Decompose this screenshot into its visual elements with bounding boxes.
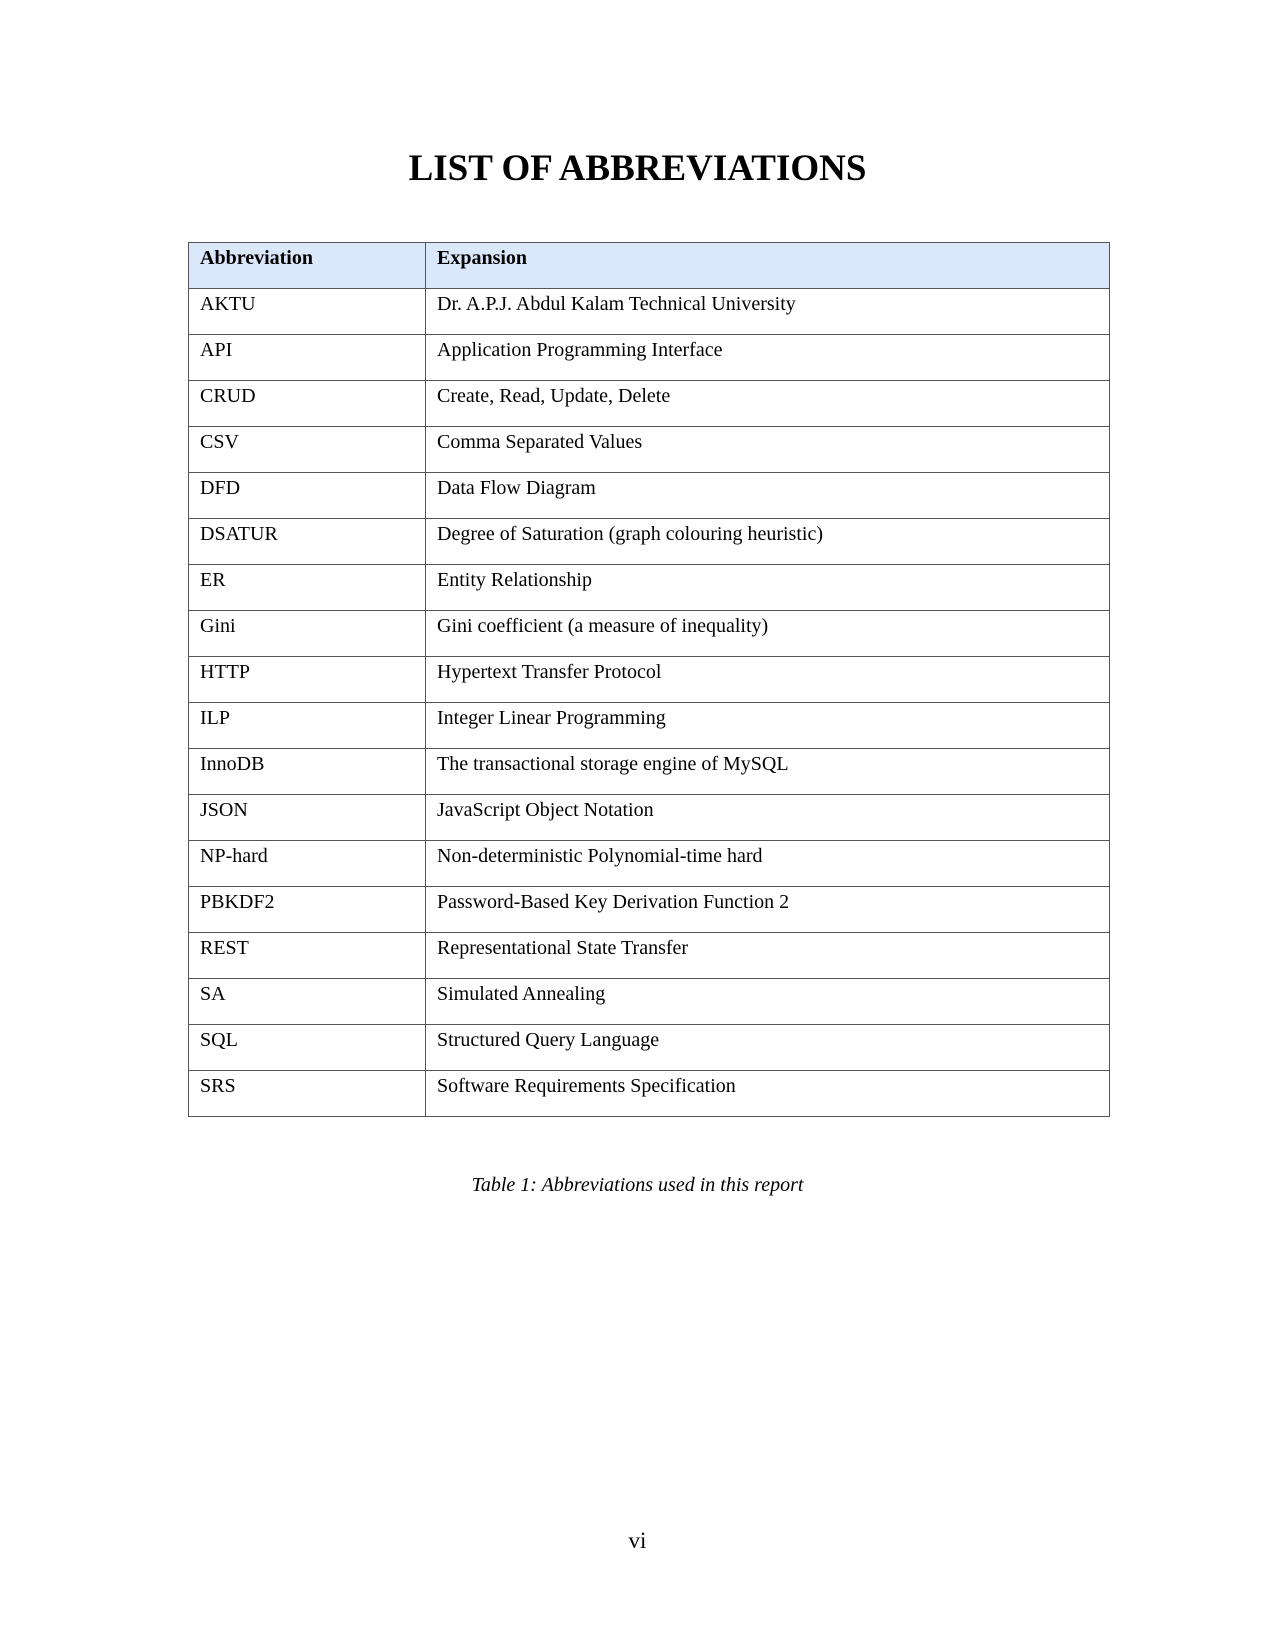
abbreviation-cell: InnoDB (189, 749, 426, 795)
expansion-cell: The transactional storage engine of MySQL (426, 749, 1110, 795)
table-row (189, 289, 1110, 335)
expansion-cell: Comma Separated Values (426, 427, 1110, 473)
abbreviation-cell: CSV (189, 427, 426, 473)
table-row (189, 1071, 1110, 1117)
table-row (189, 749, 1110, 795)
abbreviation-cell: ILP (189, 703, 426, 749)
table-body (189, 289, 1110, 1117)
abbreviation-cell: SRS (189, 1071, 426, 1117)
abbreviations-table (188, 242, 1110, 1117)
abbreviation-cell: NP-hard (189, 841, 426, 887)
expansion-cell: Representational State Transfer (426, 933, 1110, 979)
header-abbreviation: Abbreviation (189, 243, 426, 289)
expansion-cell: Software Requirements Specification (426, 1071, 1110, 1117)
table-row (189, 427, 1110, 473)
abbreviation-cell: Gini (189, 611, 426, 657)
table-row (189, 611, 1110, 657)
abbreviation-cell: REST (189, 933, 426, 979)
table-row (189, 933, 1110, 979)
abbreviation-cell: CRUD (189, 381, 426, 427)
expansion-cell: Password-Based Key Derivation Function 2 (426, 887, 1110, 933)
expansion-cell: Hypertext Transfer Protocol (426, 657, 1110, 703)
table-row (189, 519, 1110, 565)
abbreviation-cell: HTTP (189, 657, 426, 703)
expansion-cell: Create, Read, Update, Delete (426, 381, 1110, 427)
expansion-cell: Gini coefficient (a measure of inequality) (426, 611, 1110, 657)
abbreviation-cell: SQL (189, 1025, 426, 1071)
expansion-cell: Dr. A.P.J. Abdul Kalam Technical University (426, 289, 1110, 335)
table-row (189, 703, 1110, 749)
table-row (189, 795, 1110, 841)
table-row (189, 841, 1110, 887)
abbreviation-cell: ER (189, 565, 426, 611)
abbreviation-cell: SA (189, 979, 426, 1025)
abbreviation-cell: DFD (189, 473, 426, 519)
table-row (189, 979, 1110, 1025)
page-number: vi (628, 1528, 647, 1553)
expansion-cell: Application Programming Interface (426, 335, 1110, 381)
table-row (189, 335, 1110, 381)
abbreviation-cell: AKTU (189, 289, 426, 335)
abbreviation-cell: PBKDF2 (189, 887, 426, 933)
table-row (189, 565, 1110, 611)
table-row (189, 887, 1110, 933)
page-title: LIST OF ABBREVIATIONS (408, 148, 867, 189)
table-row (189, 1025, 1110, 1071)
table-row (189, 473, 1110, 519)
expansion-cell: Non-deterministic Polynomial-time hard (426, 841, 1110, 887)
expansion-cell: JavaScript Object Notation (426, 795, 1110, 841)
table-header-row (189, 243, 1110, 289)
expansion-cell: Degree of Saturation (graph colouring heuristic) (426, 519, 1110, 565)
abbreviation-cell: JSON (189, 795, 426, 841)
expansion-cell: Integer Linear Programming (426, 703, 1110, 749)
header-expansion: Expansion (426, 243, 1110, 289)
abbreviation-cell: API (189, 335, 426, 381)
table-row (189, 381, 1110, 427)
expansion-cell: Entity Relationship (426, 565, 1110, 611)
table-row (189, 657, 1110, 703)
table-caption: Table 1: Abbreviations used in this report (471, 1174, 804, 1196)
expansion-cell: Structured Query Language (426, 1025, 1110, 1071)
expansion-cell: Data Flow Diagram (426, 473, 1110, 519)
abbreviation-cell: DSATUR (189, 519, 426, 565)
expansion-cell: Simulated Annealing (426, 979, 1110, 1025)
